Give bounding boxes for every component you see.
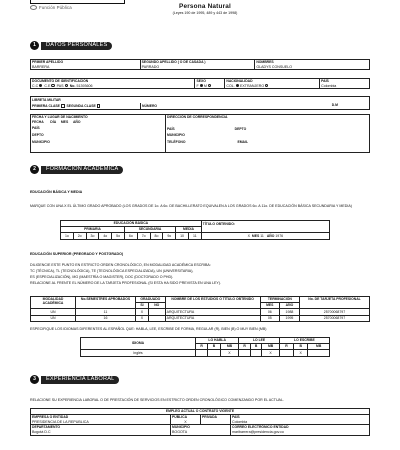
superior-table: MODALIDAD ACADÉMICA No.SEMESTRES APROBADOS GRADUADO NOMBRE DE LOS ESTUDIOS O TÍTULO OBTENIDO TERMINACIÓN No. DE TARJETA PROFESIONAL SI NO MES AÑO UN 11 X ARQUITECTURA 06 1988 25700068797 UN 16 X ARQUITECTURA 05 1995 25700068797 <box>30 296 370 322</box>
grade-cell[interactable]: 2o <box>73 233 86 240</box>
doc-cc-radio[interactable] <box>39 84 42 87</box>
idioma-level-cell[interactable]: X <box>262 350 279 356</box>
personal-data-table <box>30 59 370 70</box>
nac-col-radio[interactable] <box>236 84 239 87</box>
departamento-value: Bogotá D.C <box>32 429 51 434</box>
superior-text-4: RELACIONE AL FRENTE EL NÚMERO DE LA TARJETA PROFESIONAL (SI ESTA HA SIDO PREVISTA EN UNA LEY). <box>30 281 221 285</box>
idioma-level-cell[interactable] <box>208 350 220 356</box>
empresa-value: PRESIDENCIA DE LA REPUBLICA <box>32 419 89 424</box>
libreta-label: LIBRETA MILITAR <box>31 97 370 104</box>
cell-nombres[interactable]: NOMBRES GLADYS CONSUELO <box>255 60 370 70</box>
idiomas-table: IDIOMA LO HABLA LO LEE LO ESCRIBE R B MB R B MB R B MB Inglés X X X <box>80 337 330 357</box>
section-2-number: 2 <box>30 165 39 174</box>
sexo-m-radio[interactable] <box>208 84 211 87</box>
pais-laboral-value: Colombia <box>232 419 248 424</box>
superior-text-2: TC (TÉCNICA), TL (TECNOLÓGICA), TE (TECNOLÓGICA ESPECIALIZADA), UN (UNIVERSITARIA), <box>30 269 194 273</box>
cell-documento[interactable]: DOCUMENTO DE IDENTIFICACIÓN C.C C.E PAS No. 51393606 <box>31 79 195 89</box>
segunda-clase-check[interactable] <box>97 104 101 108</box>
sexo-f-radio[interactable] <box>200 84 203 87</box>
superior-text-1: DILIGENCIE ESTE PUNTO EN ESTRICTO ORDEN CRONOLÓGICO, EN MODALIDAD ACADÉMICA ESCRIBA: <box>30 263 211 267</box>
logo-text: Función Pública <box>39 5 72 10</box>
grade-cell[interactable]: 4o <box>99 233 112 240</box>
doc-pas-radio[interactable] <box>65 84 68 87</box>
cell-sexo[interactable]: SEXO F M <box>195 79 225 89</box>
cell-publica[interactable]: PÚBLICA X <box>171 415 201 425</box>
grade-mark: X MES 11 AÑO 1976 <box>201 233 329 240</box>
grade-cell[interactable]: 1o <box>61 233 74 240</box>
cell-municipio[interactable]: MUNICIPIO BOGOTA <box>171 425 231 435</box>
cell-pais-laboral[interactable]: PAÍS Colombia <box>231 415 370 425</box>
section-3-header <box>30 375 119 384</box>
section-1-number: 1 <box>30 41 39 50</box>
idioma-level-cell[interactable] <box>308 350 330 356</box>
nacimiento-table <box>30 114 370 153</box>
section-1-label: DATOS PERSONALES <box>41 42 112 50</box>
cell-clase[interactable]: PRIMERA CLASE SEGUNDA CLASE <box>31 103 141 110</box>
idioma-level-cell[interactable] <box>239 350 251 356</box>
cell-correo[interactable]: CORREO ELECTRÓNICO ENTIDAD maribarrera@presidencia.gov.co <box>231 425 370 435</box>
section-2-label: FORMACION ACADÉMICA <box>41 166 123 174</box>
basica-instructions: MARQUE CON UNA X EL ÚLTIMO GRADO APROBADO (LOS GRADOS DE 1o. A 6o. DE BACHILLERATO EQUIVALEN A LOS GRADOS 6o. A 11o. DE EDUCACIÓN BÁSICA SECUNDARIA Y MEDIA) <box>30 204 352 208</box>
table-row[interactable] <box>81 350 330 356</box>
doc-ce-radio[interactable] <box>51 84 54 87</box>
cell-departamento[interactable]: DEPARTAMENTO Bogotá D.C <box>31 425 171 435</box>
idioma-level-cell[interactable] <box>250 350 262 356</box>
cell-nacionalidad[interactable]: NACIONALIDAD COL. EXTRANJERO <box>225 79 320 89</box>
cell-primer-apellido[interactable]: PRIMER APELLIDO BARRERA <box>31 60 141 70</box>
grades-table <box>60 220 330 240</box>
nac-ext-radio[interactable] <box>265 84 268 87</box>
pais-value: Colombia <box>321 83 337 88</box>
header-logo <box>30 0 125 10</box>
empleo-actual-header: EMPLEO ACTUAL O CONTRATO VIGENTE <box>31 409 370 415</box>
segundo-apellido-value: PARRADO <box>141 64 160 69</box>
section-3-label: EXPERIENCIA LABORAL <box>41 376 119 384</box>
section-3-number: 3 <box>30 375 39 384</box>
section-1-header <box>30 41 112 50</box>
doc-number: 51393606 <box>76 83 93 88</box>
cell-segundo-apellido[interactable]: SEGUNDO APELLIDO ( O DE CASADA ) PARRADO <box>140 60 255 70</box>
titulo-cell[interactable]: TÍTULO OBTENIDO: <box>201 221 329 233</box>
grade-cell[interactable]: 10 <box>176 233 189 240</box>
table-row[interactable]: UN 11 X ARQUITECTURA 06 1988 25700068797 <box>31 309 370 315</box>
idiomas-instructions: ESPECIFIQUE LOS IDIOMAS DIFERENTES AL ESPAÑOL QUE: HABLA, LEE, ESCRIBE DE FORMA, REGULAR (R), BIEN (B) O MUY BIEN (MB) <box>30 327 267 331</box>
table-row[interactable]: UN 16 X ARQUITECTURA 05 1995 25700068797 <box>31 315 370 321</box>
libreta-table <box>30 96 370 110</box>
grade-cell[interactable]: 3o <box>86 233 99 240</box>
laboral-instructions: RELACIONE SU EXPERIENCIA LABORAL O DE PRESTACIÓN DE SERVICIOS EN ESTRICTO ORDEN CRONOLÓGICO COMENZANDO POR EL ACTUAL. <box>30 398 284 402</box>
cell-direccion[interactable]: DIRECCIÓN DE CORRESPONDENCIA PAÍS DEPTO MUNICIPIO TELÉFONO EMAIL <box>166 115 370 153</box>
grade-cell[interactable]: 11 <box>188 233 201 240</box>
correo-value: maribarrera@presidencia.gov.co <box>232 429 284 434</box>
idioma-level-cell[interactable]: X <box>294 350 308 356</box>
form-subtitle: (Leyes 190 de 1995, 489 y 443 de 1998) <box>172 11 238 16</box>
cell-privada[interactable]: PRIVADA <box>201 415 231 425</box>
cell-nacimiento[interactable]: FECHA Y LUGAR DE NACIMIENTO FECHA DÍA MES AÑO PAÍS DEPTO MUNICIPIO <box>31 115 166 153</box>
cell-pais[interactable]: PAÍS Colombia <box>320 79 370 89</box>
doc-id-table <box>30 78 370 89</box>
grade-cell[interactable]: 6o <box>124 233 137 240</box>
cell-numero[interactable]: NÚMERO D.M <box>141 103 370 110</box>
primera-clase-check[interactable] <box>61 104 65 108</box>
idioma-value: Inglés <box>81 350 196 356</box>
idioma-level-cell[interactable] <box>279 350 293 356</box>
idioma-level-cell[interactable]: X <box>220 350 239 356</box>
form-title <box>150 3 260 15</box>
laboral-table <box>30 408 370 436</box>
primer-apellido-value: BARRERA <box>32 64 50 69</box>
logo-frame <box>30 0 125 4</box>
media-header: MEDIA <box>176 227 202 233</box>
grade-cell[interactable]: 8o <box>150 233 163 240</box>
publica-mark: X <box>184 419 187 424</box>
edu-basica-header: EDUCACIÓN BÁSICA <box>61 221 202 227</box>
cell-empresa[interactable]: EMPRESA O ENTIDAD PRESIDENCIA DE LA REPUBLICA <box>31 415 171 425</box>
basica-title: EDUCACIÓN BÁSICA Y MEDIA <box>30 190 83 194</box>
municipio-value: BOGOTA <box>172 429 188 434</box>
superior-text-3: ES (ESPECIALIZACIÓN), MG (MAESTRÍA O MAGISTER), DOC (DOCTORADO O PHD). <box>30 275 174 279</box>
grade-cell[interactable]: 7o <box>137 233 150 240</box>
idioma-level-cell[interactable] <box>196 350 208 356</box>
secundaria-header: SECUNDARIA <box>124 227 175 233</box>
superior-title: EDUCACIÓN SUPERIOR (PREGRADO Y POSTGRADO) <box>30 252 124 256</box>
section-2-header <box>30 165 123 174</box>
form-title-text: Persona Natural <box>178 3 231 10</box>
nombres-value: GLADYS CONSUELO <box>256 64 293 69</box>
grade-cell[interactable]: 5o <box>112 233 125 240</box>
grade-cell[interactable]: 9o <box>163 233 176 240</box>
primaria-header: PRIMARIA <box>61 227 125 233</box>
logo-icon <box>30 5 37 10</box>
